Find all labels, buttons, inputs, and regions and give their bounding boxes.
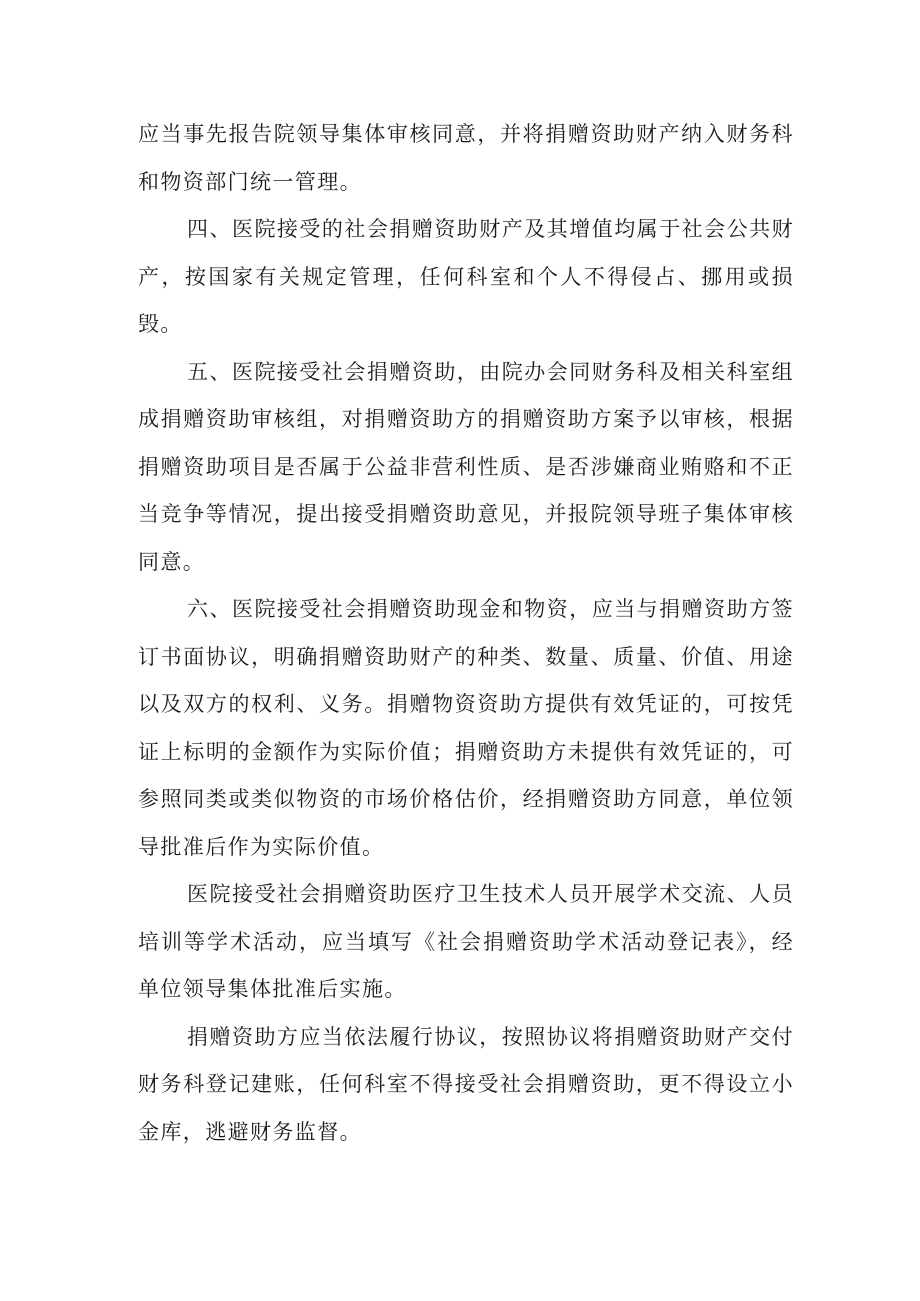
paragraph-article-5: 五、医院接受社会捐赠资助，由院办会同财务科及相关科室组成捐赠资助审核组，对捐赠资助方的捐赠资助方案予以审核，根据捐赠资助项目是否属于公益非营利性质、是否涉嫌商业贿赂和不正当竞争等情况，提出接受捐赠资助意见，并报院领导班子集体审核同意。 xyxy=(138,359,794,574)
paragraph-academic-activities: 医院接受社会捐赠资助医疗卫生技术人员开展学术交流、人员培训等学术活动，应当填写《社会捐赠资助学术活动登记表》，经单位领导集体批准后实施。 xyxy=(138,882,794,1001)
paragraph-article-4: 四、医院接受的社会捐赠资助财产及其增值均属于社会公共财产，按国家有关规定管理，任何科室和个人不得侵占、挪用或损毁。 xyxy=(138,217,794,336)
paragraph-continuation: 应当事先报告院领导集体审核同意，并将捐赠资助财产纳入财务科和物资部门统一管理。 xyxy=(138,122,794,194)
paragraph-agreement-performance: 捐赠资助方应当依法履行协议，按照协议将捐赠资助财产交付财务科登记建账，任何科室不得接受社会捐赠资助，更不得设立小金库，逃避财务监督。 xyxy=(138,1024,794,1144)
document-body xyxy=(138,111,794,1156)
paragraph-article-6: 六、医院接受社会捐赠资助现金和物资，应当与捐赠资助方签订书面协议，明确捐赠资助财产的种类、数量、质量、价值、用途以及双方的权利、义务。捐赠物资资助方提供有效凭证的，可按凭证上标明的金额作为实际价值；捐赠资助方未提供有效凭证的，可参照同类或类似物资的市场价格估价，经捐赠资助方同意，单位领导批准后作为实际价值。 xyxy=(138,597,794,859)
